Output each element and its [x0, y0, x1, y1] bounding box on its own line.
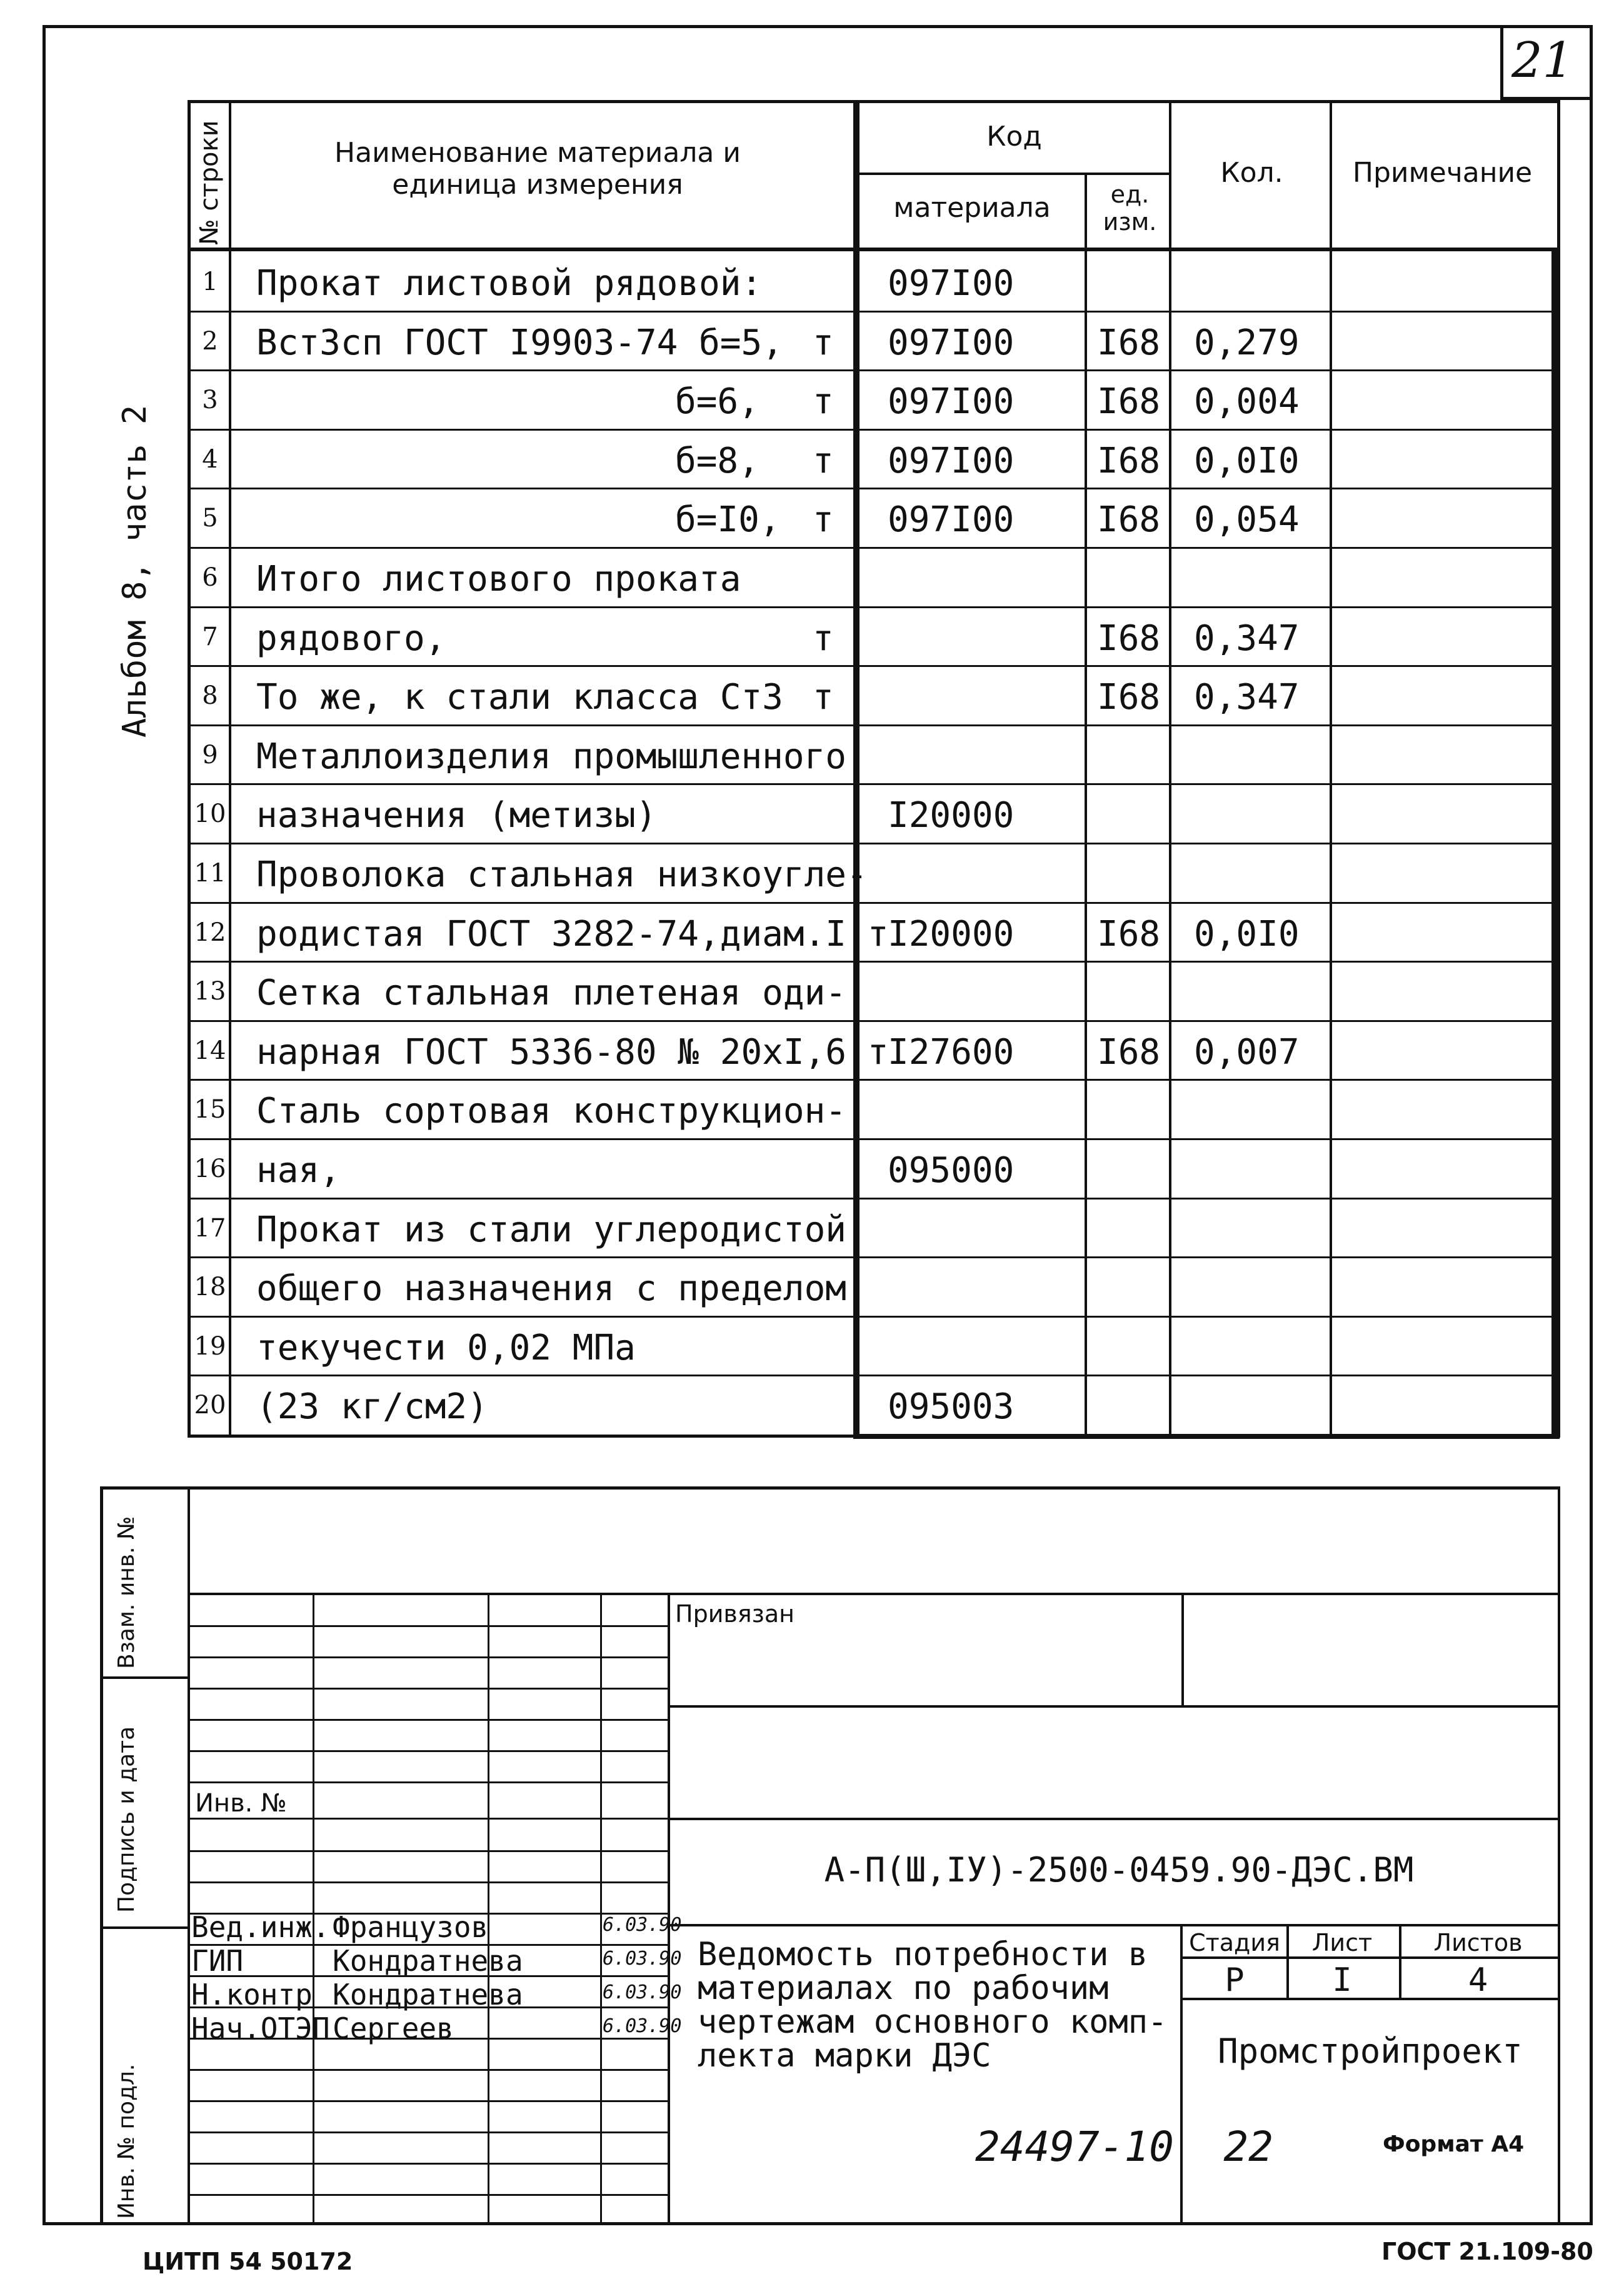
material-name: текучести 0,02 МПа — [256, 1327, 636, 1368]
stamp-podpis-line — [100, 1926, 188, 1929]
row-number: 17 — [194, 1213, 226, 1243]
material-name: (23 кг/см2) — [256, 1386, 488, 1428]
material-name: Металлоизделия промышленного — [256, 736, 847, 777]
material-name: б=I0, — [675, 499, 781, 541]
quantity: 0,007 — [1194, 1031, 1300, 1073]
row-number: 11 — [194, 859, 226, 888]
material-code: I20000 — [888, 795, 1015, 836]
stamp-col-line — [488, 1593, 489, 2225]
stamp-row-line — [188, 1750, 668, 1752]
row-number: 3 — [202, 386, 218, 415]
quantity: 0,279 — [1194, 322, 1300, 363]
material-code: 097I00 — [888, 499, 1015, 541]
row-line — [188, 606, 1556, 608]
signer-name: Кондратнева — [333, 1978, 523, 2011]
stamp-row-line — [188, 1881, 668, 1883]
stamp-row-line — [188, 1850, 668, 1852]
row-line — [188, 961, 1556, 963]
side-label: Альбом 8, часть 2 — [116, 404, 154, 738]
label-inv-podl: Инв. № подл. — [114, 2063, 139, 2219]
stamp-mid-line — [668, 1593, 670, 2225]
row-number: 19 — [194, 1331, 226, 1361]
sheets-value: 4 — [1468, 1961, 1488, 1999]
material-code: I20000 — [888, 913, 1015, 954]
header-row-no: № строки — [195, 120, 224, 245]
material-name: нарная ГОСТ 5336-80 № 20хI,6 т — [256, 1031, 889, 1073]
unit-code: I68 — [1097, 677, 1161, 718]
material-name: назначения (метизы) — [256, 795, 657, 836]
material-name: б=6, — [675, 381, 759, 423]
doc-title-line-2: материалах по рабочим — [698, 1970, 1109, 2007]
row-line — [188, 1375, 1556, 1376]
stamp-privyazan-right — [1181, 1593, 1184, 1705]
privyazan-label: Привязан — [675, 1600, 794, 1628]
format-label: Формат А4 — [1383, 2131, 1525, 2157]
material-code: 095000 — [888, 1150, 1015, 1191]
row-number: 10 — [194, 799, 226, 829]
stamp-row-line — [188, 2131, 668, 2133]
row-line — [188, 1020, 1556, 1022]
stamp-col-line — [313, 1593, 314, 2225]
unit-word: т — [813, 440, 834, 481]
stamp-row-line — [188, 1818, 668, 1820]
signer-name: Кондратнева — [333, 1944, 523, 1978]
row-number: 5 — [202, 504, 218, 533]
stamp-row-line — [188, 1656, 668, 1658]
material-name: То же, к стали класса СтЗ — [256, 677, 783, 718]
unit-word: т — [813, 322, 834, 363]
row-line — [188, 902, 1556, 904]
row-number: 20 — [194, 1391, 226, 1420]
unit-code: I68 — [1097, 913, 1161, 954]
row-line — [188, 429, 1556, 431]
signer-date: 6.03.90 — [603, 1981, 682, 2003]
header-unit: ед. изм. — [1103, 181, 1157, 236]
row-line — [188, 488, 1556, 489]
material-name: Прокат листовой рядовой: — [256, 263, 763, 304]
row-line — [188, 547, 1556, 549]
header-name: Наименование материала и единица измерения — [334, 137, 741, 201]
signer-date: 6.03.90 — [603, 1948, 682, 1970]
stamp-row-line — [188, 1688, 668, 1690]
quantity: 0,0I0 — [1194, 440, 1300, 481]
stamp-col-line — [600, 1593, 602, 2225]
code-sub-line — [853, 173, 1170, 175]
signer-role: Вед.инж. — [191, 1910, 330, 1944]
col-line-rn — [229, 100, 231, 1438]
unit-word: т — [813, 618, 834, 659]
row-number: 4 — [202, 444, 218, 474]
sheet-label: Лист — [1311, 1929, 1373, 1956]
signer-name: Французов — [333, 1910, 489, 1944]
quantity: 0,347 — [1194, 618, 1300, 659]
material-code: 097I00 — [888, 381, 1015, 423]
doc-title-line-1: Ведомость потребности в — [698, 1936, 1148, 1973]
stamp-title-right — [1180, 1924, 1183, 2225]
row-number: 6 — [202, 563, 218, 592]
stamp-row-line — [188, 1625, 668, 1627]
material-code: 097I00 — [888, 322, 1015, 363]
stamp-row-line — [188, 2163, 668, 2165]
material-name: Сетка стальная плетеная оди- — [256, 973, 847, 1014]
row-line — [188, 1198, 1556, 1200]
header-note: Примечание — [1352, 157, 1533, 189]
stamp-row-line — [188, 1719, 668, 1721]
row-number: 8 — [202, 681, 218, 711]
header-qty: Кол. — [1220, 157, 1283, 189]
row-number: 2 — [202, 326, 218, 356]
stage-row-line1 — [1180, 1956, 1560, 1959]
row-number: 18 — [194, 1273, 226, 1302]
material-name: Итого листового проката — [256, 559, 741, 599]
organization: Промстройпроект — [1218, 2031, 1523, 2071]
col-line-code — [1085, 173, 1087, 1438]
unit-word: т — [813, 677, 834, 718]
stamp-row-line — [188, 1781, 668, 1783]
quantity: 0,347 — [1194, 677, 1300, 718]
signer-date: 6.03.90 — [603, 2015, 682, 2037]
header-code: Код — [986, 121, 1042, 153]
stamp-row-line — [188, 2100, 668, 2102]
stamp-row-line — [188, 2069, 668, 2071]
row-number: 9 — [202, 740, 218, 769]
row-line — [188, 1079, 1556, 1081]
row-line — [188, 724, 1556, 726]
row-number: 14 — [194, 1036, 226, 1065]
material-code: 097I00 — [888, 440, 1015, 481]
material-name: Сталь сортовая конструкцион- — [256, 1091, 847, 1132]
sheet-value: I — [1332, 1961, 1352, 1999]
col-line-name — [853, 100, 860, 1438]
stamp-left-col — [188, 1486, 190, 2225]
stamp-line-3078 — [668, 1924, 1560, 1926]
label-vzam: Взам. инв. № — [114, 1516, 139, 1669]
signer-date: 6.03.90 — [603, 1914, 682, 1936]
doc-code: А-П(Ш,IУ)-2500-0459.90-ДЭС.ВМ — [824, 1850, 1414, 1890]
row-number: 7 — [202, 622, 218, 651]
row-number: 15 — [194, 1095, 226, 1124]
stamp-row-line — [188, 2194, 668, 2196]
row-number: 13 — [194, 977, 226, 1006]
archive-number: 24497-10 22 — [975, 2123, 1273, 2171]
table-bottom-bold — [853, 1434, 1560, 1439]
unit-code: I68 — [1097, 499, 1161, 541]
row-number: 16 — [194, 1155, 226, 1183]
page-number: 21 — [1511, 33, 1574, 89]
stamp-vzam-line — [100, 1676, 188, 1679]
stamp-line-908 — [668, 1818, 1560, 1820]
footer-left: ЦИТП 54 50172 — [143, 2248, 353, 2275]
label-podpis: Подпись и дата — [114, 1726, 139, 1913]
quantity: 0,054 — [1194, 499, 1300, 541]
header-bottom-line — [188, 248, 1560, 251]
material-name: ная, — [256, 1150, 341, 1191]
material-name: Проволока стальная низкоугле- — [256, 854, 868, 895]
doc-title — [698, 1938, 1167, 2073]
unit-code: I68 — [1097, 618, 1161, 659]
material-code: 097I00 — [888, 263, 1015, 304]
row-line — [188, 843, 1556, 844]
unit-code: I68 — [1097, 440, 1161, 481]
unit-code: I68 — [1097, 322, 1161, 363]
stage-value: Р — [1225, 1961, 1245, 1999]
signer-role: Н.контр — [191, 1978, 313, 2011]
row-number: 12 — [194, 918, 226, 947]
material-name: б=8, — [675, 440, 759, 481]
footer-right: ГОСТ 21.109-80 — [1381, 2238, 1593, 2265]
material-code: I27600 — [888, 1031, 1015, 1073]
row-line — [188, 1138, 1556, 1140]
material-name: рядового, — [256, 618, 446, 659]
doc-title-line-3: чертежам основного комп- — [698, 2003, 1168, 2041]
doc-title-line-4: лекта марки ДЭС — [698, 2037, 991, 2075]
inv-no-label: Инв. № — [195, 1789, 287, 1818]
row-line — [188, 783, 1556, 785]
row-line — [188, 1316, 1556, 1318]
material-name: Прокат из стали углеродистой — [256, 1209, 847, 1250]
row-number: 1 — [202, 268, 218, 296]
col-line-qty — [1330, 100, 1332, 1438]
row-line — [188, 311, 1556, 313]
material-code: 095003 — [888, 1386, 1015, 1428]
sheets-label: Листов — [1433, 1929, 1523, 1956]
row-line — [188, 369, 1556, 371]
signer-role: ГИП — [191, 1944, 244, 1978]
row-line — [188, 665, 1556, 667]
stamp-right-edge — [1558, 1486, 1560, 2225]
row-line — [188, 1256, 1556, 1258]
unit-code: I68 — [1097, 381, 1161, 423]
quantity: 0,004 — [1194, 381, 1300, 423]
unit-code: I68 — [1097, 1031, 1161, 1073]
quantity: 0,0I0 — [1194, 913, 1300, 954]
col-line-ed — [1169, 100, 1171, 1438]
unit-word: т — [813, 381, 834, 423]
stage-label: Стадия — [1189, 1929, 1280, 1956]
signer-name: Сергеев — [333, 2011, 454, 2045]
header-material: материала — [893, 192, 1051, 224]
material-name: родистая ГОСТ 3282-74,диам.I,т — [256, 913, 889, 954]
signer-role: Нач.ОТЭП — [191, 2011, 330, 2045]
material-name: общего назначения с пределом — [256, 1268, 847, 1310]
unit-word: т — [813, 499, 834, 541]
stamp-line-728 — [668, 1705, 1560, 1708]
material-name: ВстЗсп ГОСТ I9903-74 б=5, — [256, 322, 783, 363]
